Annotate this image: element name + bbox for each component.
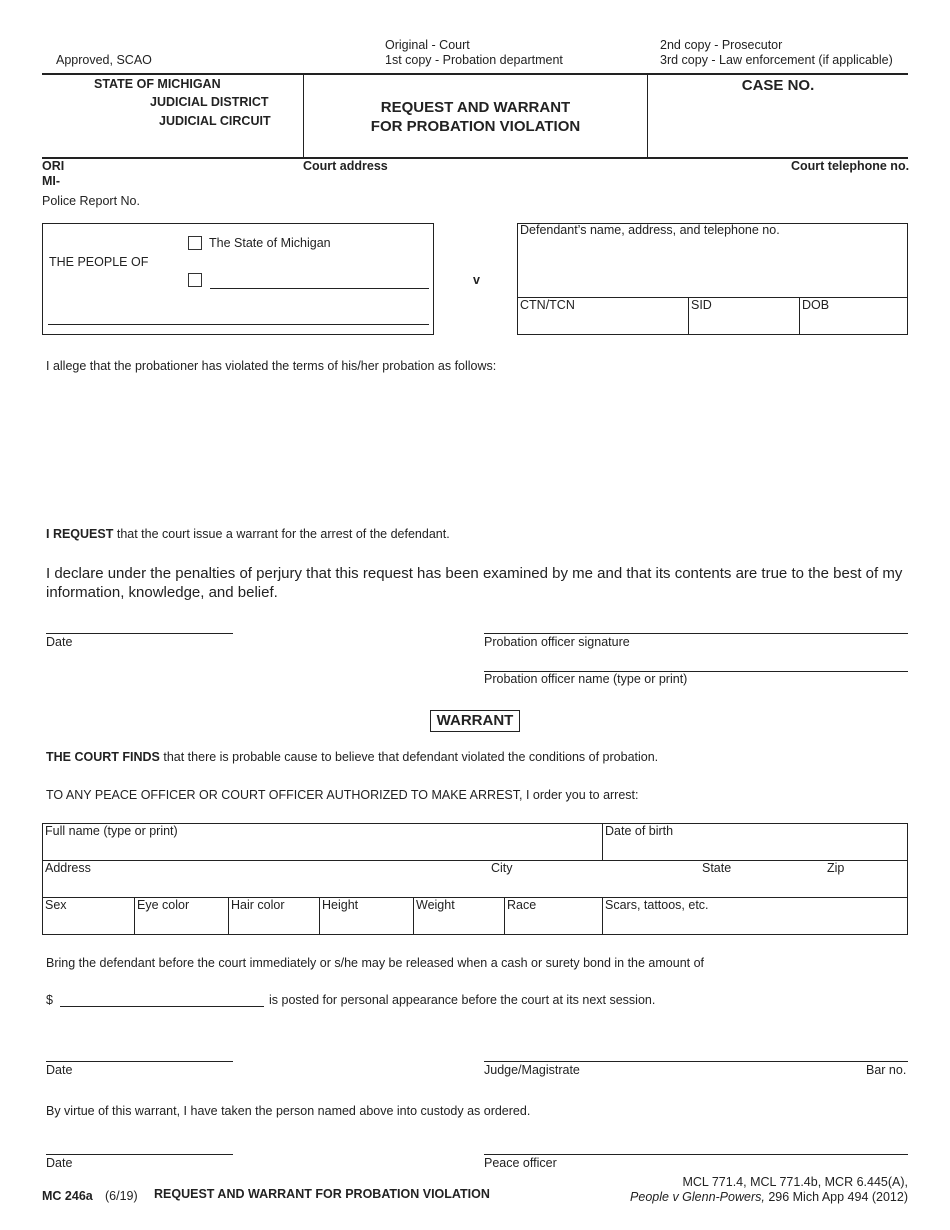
eye-hair-divider xyxy=(228,897,229,935)
allege-text: I allege that the probationer has violated the terms of his/her probation as follows: xyxy=(46,359,497,373)
dob-label: DOB xyxy=(802,298,830,312)
state-label-field: State xyxy=(702,861,732,875)
citation-line2 xyxy=(630,1190,908,1204)
citation-line1: MCL 771.4, MCL 771.4b, MCR 6.445(A), xyxy=(682,1175,908,1189)
state-of-michigan-label: The State of Michigan xyxy=(209,236,331,250)
citation-case-name: People v Glenn-Powers, xyxy=(630,1190,765,1204)
request-date-line[interactable] xyxy=(46,633,233,634)
court-phone-label: Court telephone no. xyxy=(791,159,910,173)
declare-text: I declare under the penalties of perjury that this request has been examined by me and that its contents are true to the best of my information, knowledge, and belief. xyxy=(46,565,903,601)
circuit-label: JUDICIAL CIRCUIT xyxy=(159,114,271,128)
state-label: STATE OF MICHIGAN xyxy=(94,77,221,91)
sex-label: Sex xyxy=(45,898,67,912)
identification-table xyxy=(42,823,908,935)
approved-text: Approved, SCAO xyxy=(56,53,152,67)
police-report-label: Police Report No. xyxy=(42,194,140,208)
form-date: (6/19) xyxy=(105,1189,138,1203)
officer-name-label: Probation officer name (type or print) xyxy=(484,672,688,686)
copy-second: 2nd copy - Prosecutor xyxy=(660,38,783,52)
virtue-text: By virtue of this warrant, I have taken the person named above into custody as ordered. xyxy=(46,1104,531,1118)
sex-eye-divider xyxy=(134,897,135,935)
dollar-sign: $ xyxy=(46,993,53,1007)
custody-date-line[interactable] xyxy=(46,1154,233,1155)
judge-signature-line[interactable] xyxy=(484,1061,908,1062)
hair-height-divider xyxy=(319,897,320,935)
mi-label: MI- xyxy=(42,174,61,188)
eye-color-label: Eye color xyxy=(137,898,190,912)
violation-description-field[interactable] xyxy=(46,385,908,510)
weight-label: Weight xyxy=(416,898,455,912)
case-no-field[interactable] xyxy=(652,98,902,152)
order-text: TO ANY PEACE OFFICER OR COURT OFFICER AUTHORIZED TO MAKE ARREST, I order you to arrest: xyxy=(46,788,639,802)
defendant-field[interactable] xyxy=(520,240,904,294)
race-scars-divider xyxy=(602,897,603,935)
bar-no-label: Bar no. xyxy=(866,1063,907,1077)
peace-officer-label: Peace officer xyxy=(484,1156,557,1170)
request-date-label: Date xyxy=(46,635,73,649)
height-label: Height xyxy=(322,898,359,912)
other-plaintiff-checkbox[interactable] xyxy=(188,273,202,287)
court-finds-rest: that there is probable cause to believe that defendant violated the conditions of probation. xyxy=(159,750,659,764)
warrant-date-label: Date xyxy=(46,1063,73,1077)
custody-date-label: Date xyxy=(46,1156,73,1170)
ctn-label: CTN/TCN xyxy=(520,298,575,312)
copy-first: 1st copy - Probation department xyxy=(385,53,563,67)
request-text xyxy=(46,527,450,541)
name-dob-divider xyxy=(602,823,603,860)
people-of-label: THE PEOPLE OF xyxy=(49,255,149,269)
district-label: JUDICIAL DISTRICT xyxy=(150,95,269,109)
case-no-label: CASE NO. xyxy=(741,77,815,94)
versus-label: v xyxy=(473,273,480,287)
hair-color-label: Hair color xyxy=(231,898,285,912)
citation-reporter: 296 Mich App 494 (2012) xyxy=(764,1190,908,1204)
header-top-rule xyxy=(42,73,908,75)
defendant-label: Defendant’s name, address, and telephone no. xyxy=(520,223,780,237)
copy-original: Original - Court xyxy=(385,38,470,52)
ori-label: ORI xyxy=(42,159,65,173)
peace-officer-line[interactable] xyxy=(484,1154,908,1155)
officer-signature-line[interactable] xyxy=(484,633,908,634)
race-label: Race xyxy=(507,898,537,912)
footer-form-title: REQUEST AND WARRANT FOR PROBATION VIOLATION xyxy=(154,1187,490,1201)
other-plaintiff-line[interactable] xyxy=(210,288,429,289)
court-address-label: Court address xyxy=(303,159,388,173)
defendant-divider xyxy=(517,297,908,298)
city-label: City xyxy=(491,861,513,875)
weight-race-divider xyxy=(504,897,505,935)
warrant-date-line[interactable] xyxy=(46,1061,233,1062)
form-title-line2: FOR PROBATION VIOLATION xyxy=(370,118,581,135)
full-name-label: Full name (type or print) xyxy=(45,824,178,838)
address-label: Address xyxy=(45,861,91,875)
court-finds-bold: THE COURT FINDS xyxy=(46,750,160,764)
warrant-heading: WARRANT xyxy=(430,710,520,732)
bring-text: Bring the defendant before the court immediately or s/he may be released when a cash or surety bond in the amount of xyxy=(46,956,705,970)
scars-label: Scars, tattoos, etc. xyxy=(605,898,709,912)
height-weight-divider xyxy=(413,897,414,935)
court-finds-text xyxy=(46,750,658,764)
id-row1-divider xyxy=(42,860,908,861)
ctn-sid-divider xyxy=(688,297,689,335)
people-of-line[interactable] xyxy=(48,324,429,325)
request-bold: I REQUEST xyxy=(46,527,114,541)
copy-third: 3rd copy - Law enforcement (if applicable) xyxy=(660,53,893,67)
sid-label: SID xyxy=(691,298,712,312)
title-divider-left xyxy=(303,74,304,158)
date-of-birth-label: Date of birth xyxy=(605,824,674,838)
judge-label: Judge/Magistrate xyxy=(484,1063,580,1077)
form-title-line1: REQUEST AND WARRANT xyxy=(380,99,571,116)
posted-text: is posted for personal appearance before the court at its next session. xyxy=(269,993,656,1007)
officer-signature-label: Probation officer signature xyxy=(484,635,630,649)
request-rest: that the court issue a warrant for the arrest of the defendant. xyxy=(113,527,450,541)
form-number: MC 246a xyxy=(42,1189,93,1203)
state-of-michigan-checkbox[interactable] xyxy=(188,236,202,250)
header-bottom-rule xyxy=(42,157,908,159)
zip-label: Zip xyxy=(827,861,845,875)
bond-amount-line[interactable] xyxy=(60,1006,264,1007)
sid-dob-divider xyxy=(799,297,800,335)
